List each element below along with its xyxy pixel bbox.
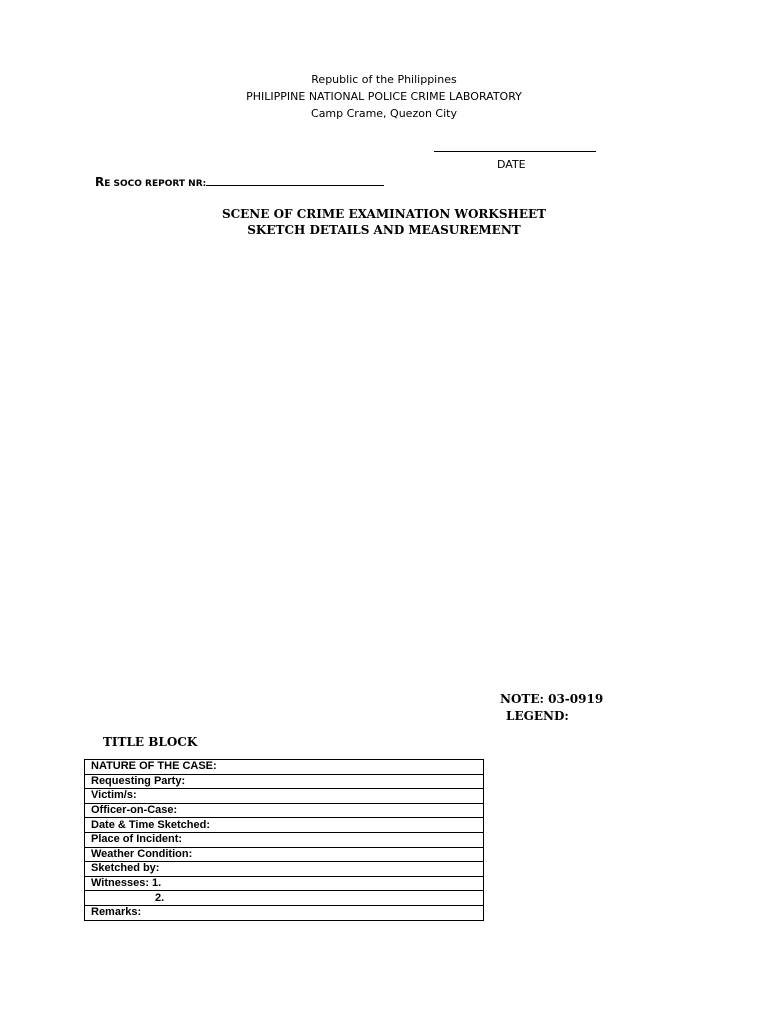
table-row[interactable] (85, 876, 484, 891)
header-line-republic: Republic of the Philippines (311, 73, 457, 86)
report-number-field (95, 175, 384, 189)
table-row[interactable] (85, 905, 484, 920)
table-row[interactable] (85, 789, 484, 804)
header-line-camp-crame: Camp Crame, Quezon City (311, 107, 457, 120)
title-block-table (84, 759, 484, 921)
report-label: E SOCO REPORT NR: (104, 179, 207, 189)
worksheet-subtitle: SKETCH DETAILS AND MEASUREMENT (247, 223, 521, 237)
row-date-time-sketched: Date & Time Sketched: (85, 818, 484, 833)
row-witnesses-1: Witnesses: 1. (85, 876, 484, 891)
row-victims: Victim/s: (85, 789, 484, 804)
row-witnesses-2: 2. (85, 891, 484, 906)
row-place-of-incident: Place of Incident: (85, 832, 484, 847)
date-fill-line[interactable] (434, 151, 596, 152)
row-weather-condition: Weather Condition: (85, 847, 484, 862)
row-sketched-by: Sketched by: (85, 862, 484, 877)
row-nature-of-case: NATURE OF THE CASE: (85, 760, 484, 775)
table-row[interactable] (85, 832, 484, 847)
table-row[interactable] (85, 803, 484, 818)
title-block-label: TITLE BLOCK (103, 735, 198, 749)
table-row[interactable] (85, 760, 484, 775)
note-text: NOTE: 03-0919 (500, 692, 604, 706)
row-requesting-party: Requesting Party: (85, 774, 484, 789)
legend-label: LEGEND: (506, 709, 569, 723)
table-row[interactable] (85, 847, 484, 862)
worksheet-title: SCENE OF CRIME EXAMINATION WORKSHEET (221, 207, 547, 221)
report-label-first-letter: R (95, 175, 105, 189)
header-line-pnp-crime-lab: PHILIPPINE NATIONAL POLICE CRIME LABORATORY (246, 90, 522, 103)
table-row[interactable] (85, 891, 484, 906)
row-remarks: Remarks: (85, 905, 484, 920)
table-row[interactable] (85, 818, 484, 833)
table-row[interactable] (85, 774, 484, 789)
report-number-fill-line[interactable] (206, 175, 384, 186)
row-officer-on-case: Officer-on-Case: (85, 803, 484, 818)
date-label: DATE (497, 158, 526, 171)
table-row[interactable] (85, 862, 484, 877)
